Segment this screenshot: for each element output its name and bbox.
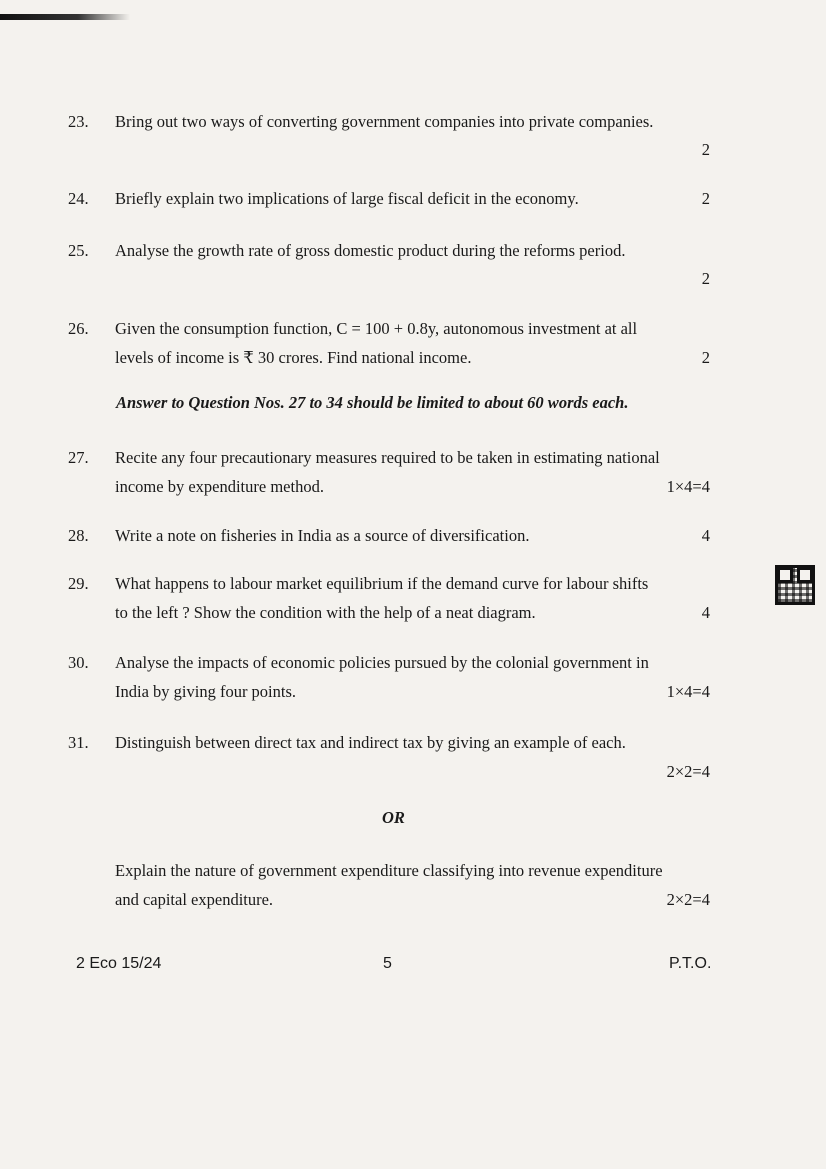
question-31 (68, 728, 718, 788)
question-text-line-1: Recite any four precautionary measures required to be taken in estimating national (115, 448, 660, 467)
question-marks: 2 (701, 189, 710, 208)
question-number: 31. (68, 733, 89, 752)
question-text-line-1: Analyse the impacts of economic policies pursued by the colonial government in (115, 653, 649, 672)
pto-label: P.T.O. (669, 955, 712, 972)
question-marks: 4 (701, 603, 710, 622)
question-27 (68, 443, 718, 503)
question-30 (68, 648, 718, 708)
question-marks: 2×2=4 (666, 762, 710, 781)
question-text-line-2: levels of income is ₹ 30 crores. Find national income. (115, 348, 472, 367)
question-text-line-1: Given the consumption function, C = 100 + 0.8y, autonomous investment at all (115, 319, 638, 338)
question-29 (68, 569, 718, 629)
question-marks: 2×2=4 (666, 890, 710, 909)
question-text: Briefly explain two implications of large fiscal deficit in the economy. (115, 189, 579, 208)
scan-edge-mark (0, 14, 130, 20)
question-text-line-1: Explain the nature of government expenditure classifying into revenue expenditure (115, 861, 663, 880)
question-31-alternative (68, 856, 718, 916)
question-text-line-2: to the left ? Show the condition with the help of a neat diagram. (115, 603, 536, 622)
question-marks: 1×4=4 (666, 477, 710, 496)
question-number: 27. (68, 448, 89, 467)
question-number: 28. (68, 526, 89, 545)
question-marks: 4 (701, 526, 710, 545)
question-25 (68, 236, 718, 296)
question-text: Distinguish between direct tax and indirect tax by giving an example of each. (115, 733, 626, 752)
qr-code-icon (775, 565, 815, 605)
question-marks: 1×4=4 (666, 682, 710, 701)
question-marks: 2 (701, 348, 710, 367)
question-number: 30. (68, 653, 89, 672)
question-number: 26. (68, 319, 89, 338)
question-28 (68, 521, 718, 551)
question-number: 24. (68, 189, 89, 208)
question-text-line-2: income by expenditure method. (115, 477, 324, 496)
paper-code: 2 Eco 15/24 (76, 955, 162, 972)
question-number: 23. (68, 112, 89, 131)
question-text-line-2: India by giving four points. (115, 682, 297, 701)
question-24 (68, 184, 718, 214)
question-26 (68, 314, 718, 374)
question-text: Write a note on fisheries in India as a source of diversification. (115, 526, 530, 545)
question-text: Bring out two ways of converting government companies into private companies. (115, 112, 654, 131)
question-text-line-2: and capital expenditure. (115, 890, 274, 909)
section-instruction: Answer to Question Nos. 27 to 34 should be limited to about 60 words each. (116, 393, 629, 412)
question-marks: 2 (701, 140, 710, 159)
question-number: 25. (68, 241, 89, 260)
or-separator: OR (382, 808, 405, 827)
question-marks: 2 (701, 269, 710, 288)
question-number: 29. (68, 574, 89, 593)
page-number: 5 (383, 955, 392, 972)
question-23 (68, 107, 718, 167)
question-text: Analyse the growth rate of gross domestic product during the reforms period. (115, 241, 626, 260)
question-text-line-1: What happens to labour market equilibrium if the demand curve for labour shifts (115, 574, 649, 593)
